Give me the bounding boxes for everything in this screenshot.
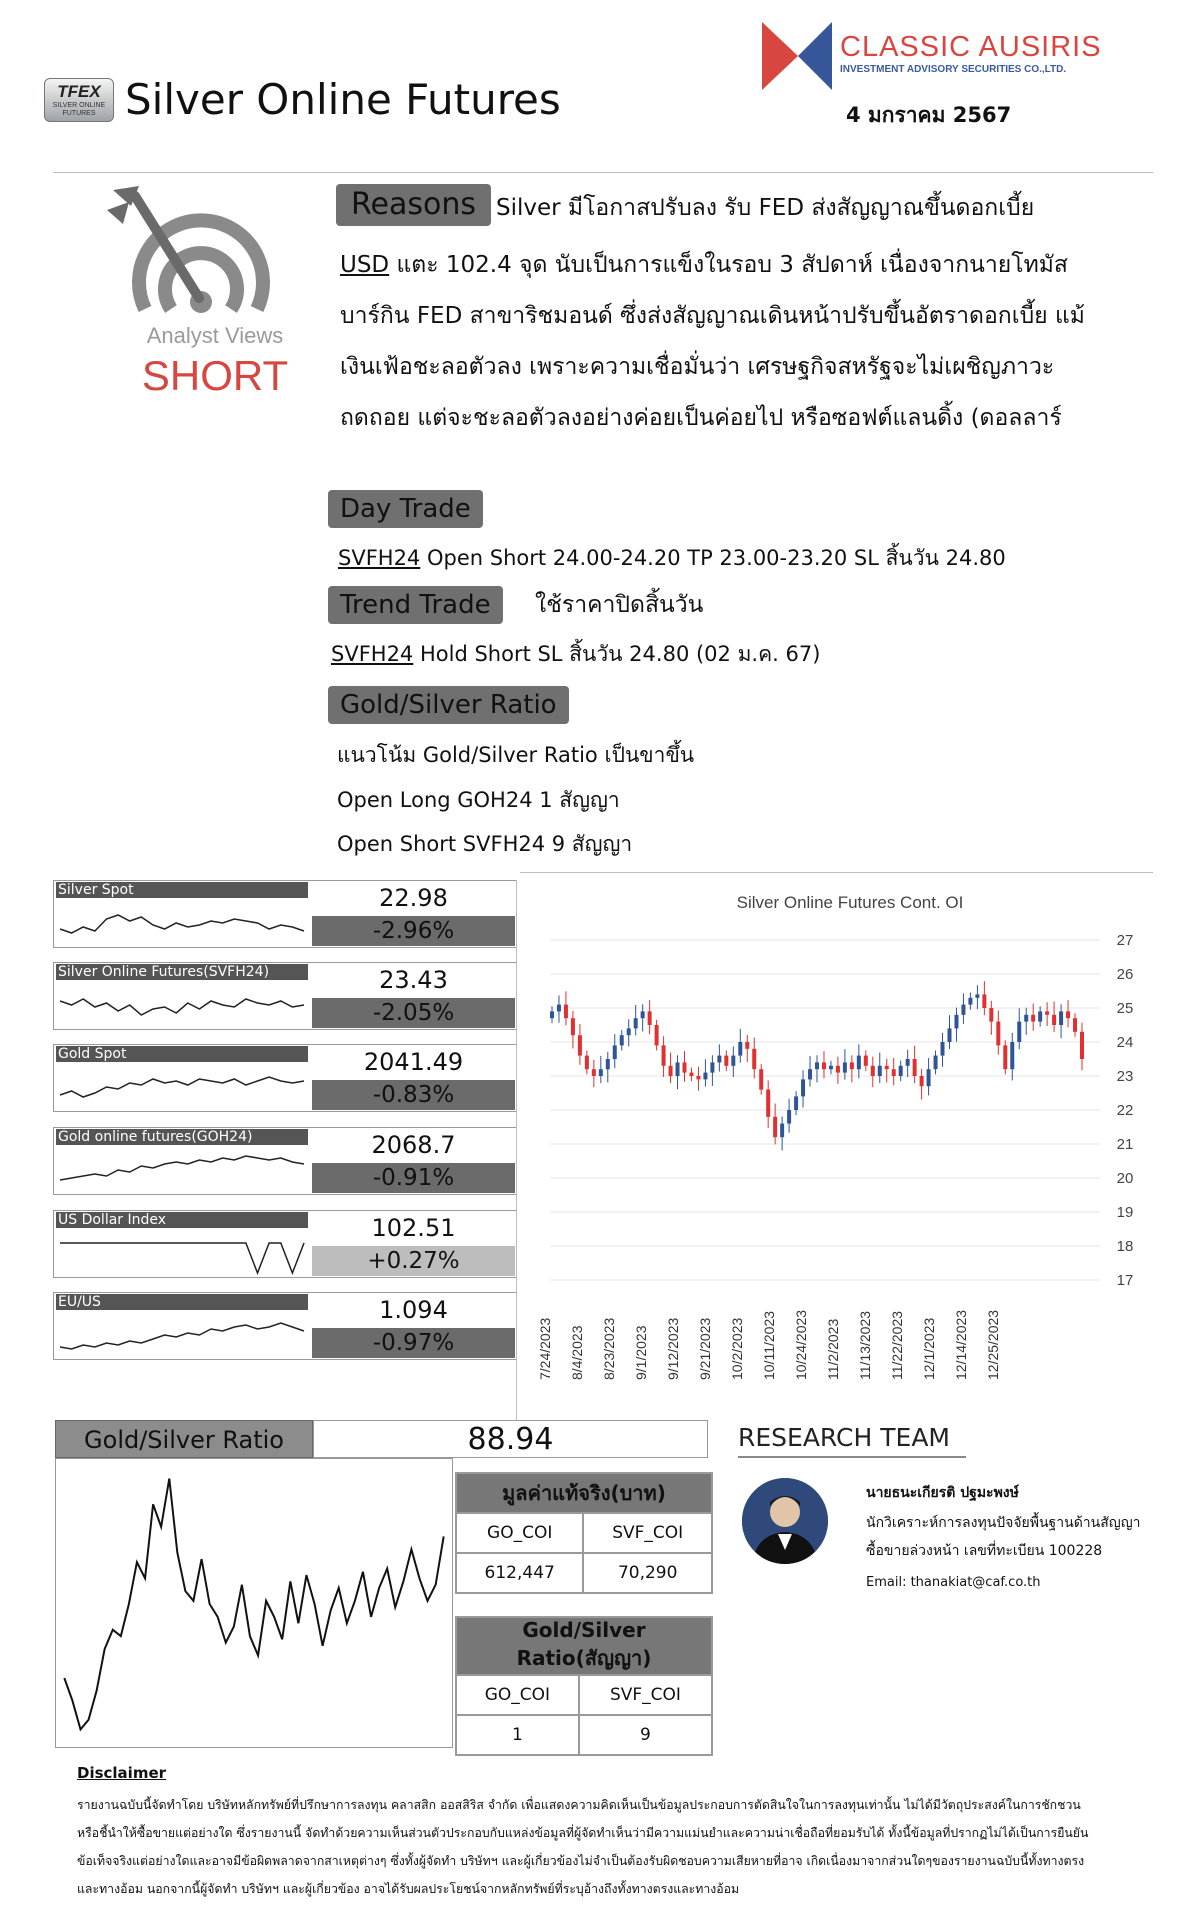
candle (585, 1051, 589, 1075)
y-tick-label: 17 (1116, 1272, 1134, 1289)
candle (759, 1064, 763, 1095)
candle (989, 1001, 993, 1035)
reasons-line-5: ถดถอย แต่จะชะลอตัวลงอย่างค่อยเป็นค่อยไป หรือซอฟต์แลนดิ้ง (ดอลลาร์ (340, 405, 1062, 431)
y-tick-label: 27 (1116, 932, 1134, 949)
reasons-line-1: Silver มีโอกาสปรับลง รับ FED ส่งสัญญาณขึ้นดอกเบี้ย (496, 195, 1035, 221)
candle (745, 1035, 749, 1062)
market-box-2 (53, 962, 517, 1030)
trend-trade-tag: Trend Trade (328, 586, 503, 624)
market-sparkline (56, 1063, 308, 1109)
x-tick-label: 12/25/2023 (985, 1309, 1001, 1380)
candle (913, 1046, 917, 1083)
usd-link-text: USD (340, 252, 390, 278)
x-tick-label: 9/21/2023 (697, 1317, 713, 1380)
candle (669, 1053, 673, 1084)
candle (1024, 1008, 1028, 1035)
market-sparkline (56, 1229, 308, 1275)
market-box-3 (53, 1044, 517, 1112)
market-sparkline (56, 1311, 308, 1357)
target-dart-icon (105, 184, 297, 322)
disclaimer-line-4: และทางอ้อม นอกจากนี้ผู้จัดทำ บริษัทฯ และผู้เกี่ยวข้อง อาจได้รับผลประโยชน์จากหลักทรัพย์ที่ระบุอ้างถึงทั้งทางตรงและทางอ้อม (77, 1882, 740, 1896)
candle (592, 1060, 596, 1087)
candle (613, 1034, 617, 1068)
candle (787, 1099, 791, 1133)
ratio-trend-text: แนวโน้ม Gold/Silver Ratio เป็นขาขึ้น (337, 743, 695, 767)
x-tick-label: 9/12/2023 (665, 1317, 681, 1380)
market-name: US Dollar Index (56, 1212, 308, 1228)
analyst-name: นายธนะเกียรติ ปฐมะพงษ์ (866, 1485, 1019, 1501)
ratio-open-long-text: Open Long GOH24 1 สัญญา (337, 788, 620, 812)
candle (752, 1038, 756, 1079)
header-divider (53, 172, 1153, 173)
candle (1003, 1040, 1007, 1074)
contract-v1: 1 (456, 1715, 579, 1755)
candle (550, 1006, 554, 1023)
real-value-v2: 70,290 (583, 1553, 712, 1593)
market-change: -0.83% (312, 1080, 515, 1110)
candle (606, 1052, 610, 1083)
candle (717, 1044, 721, 1071)
candle (968, 993, 972, 1010)
candle (871, 1057, 875, 1088)
x-tick-label: 11/22/2023 (889, 1310, 905, 1380)
candle (564, 991, 568, 1025)
reasons-line-3: บาร์กิน FED สาขาริชมอนด์ ซึ่งส่งสัญญาณเดินหน้าปรับขึ้นอัตราดอกเบี้ย แม้ (340, 303, 1085, 329)
candle (864, 1051, 868, 1071)
market-box-1 (53, 880, 517, 948)
candle (557, 995, 561, 1022)
candle (1017, 1008, 1021, 1049)
candle (703, 1059, 707, 1086)
real-value-v1: 612,447 (456, 1553, 583, 1593)
chart-x-axis (537, 1310, 1001, 1380)
market-name: EU/US (56, 1294, 308, 1310)
candle (676, 1055, 680, 1089)
market-box-5 (53, 1210, 517, 1278)
candle (794, 1091, 798, 1115)
reasons-line-4: เงินเฟ้อชะลอตัวลง เพราะความเชื่อมั่นว่า เศรษฐกิจสหรัฐจะไม่เผชิญภาวะ (340, 354, 1055, 380)
candle (766, 1080, 770, 1128)
x-tick-label: 8/4/2023 (569, 1325, 585, 1380)
candle (822, 1051, 826, 1078)
candle (1059, 1004, 1063, 1038)
real-value-col2: SVF_COI (583, 1513, 712, 1553)
research-team-title: RESEARCH TEAM (738, 1423, 950, 1452)
candle (683, 1051, 687, 1082)
candle (982, 981, 986, 1015)
x-tick-label: 11/13/2023 (857, 1310, 873, 1380)
report-date: 4 มกราคม 2567 (846, 103, 1012, 127)
candle (731, 1046, 735, 1077)
market-box-6 (53, 1292, 517, 1360)
candle (885, 1059, 889, 1083)
brand-subtitle: INVESTMENT ADVISORY SECURITIES CO.,LTD. (840, 64, 1067, 75)
market-value: 102.51 (371, 1214, 456, 1242)
candle (892, 1058, 896, 1085)
classic-ausiris-logo-icon (760, 20, 834, 92)
market-value: 22.98 (379, 884, 448, 912)
candle (843, 1049, 847, 1080)
candle (829, 1061, 833, 1075)
analyst-view-short: SHORT (141, 352, 289, 399)
day-trade-plan: SVFH24 Open Short 24.00-24.20 TP 23.00-23.20 SL สิ้นวัน 24.80 (338, 546, 1006, 570)
real-value-col1: GO_COI (456, 1513, 583, 1553)
contract-ratio-table (455, 1616, 713, 1756)
candle (655, 1020, 659, 1051)
analyst-role: นักวิเคราะห์การลงทุนปัจจัยพื้นฐานด้านสัญญา (866, 1515, 1141, 1531)
candle (906, 1050, 910, 1077)
candle (578, 1024, 582, 1065)
x-tick-label: 12/14/2023 (953, 1309, 969, 1380)
candle (808, 1056, 812, 1087)
x-tick-label: 9/1/2023 (633, 1325, 649, 1380)
y-tick-label: 26 (1116, 966, 1134, 983)
contract-v2: 9 (579, 1715, 712, 1755)
disclaimer-title: Disclaimer (77, 1764, 167, 1782)
y-tick-label: 25 (1116, 1000, 1134, 1017)
chart-gridlines (550, 940, 1100, 1280)
market-value: 2041.49 (363, 1048, 464, 1076)
analyst-views-label: Analyst Views (146, 323, 284, 348)
ratio-label: Gold/Silver Ratio (55, 1420, 313, 1458)
candle (1080, 1023, 1084, 1071)
candle (1066, 1000, 1070, 1027)
y-tick-label: 21 (1116, 1136, 1134, 1153)
chart-title: Silver Online Futures Cont. OI (736, 893, 964, 912)
reasons-line-2: USD แตะ 102.4 จุด นับเป็นการแข็งในรอบ 3 สัปดาห์ เนื่องจากนายโทมัส (340, 252, 1068, 278)
candle (948, 1015, 952, 1049)
x-tick-label: 7/24/2023 (537, 1317, 553, 1380)
y-tick-label: 19 (1116, 1204, 1134, 1221)
market-value: 1.094 (379, 1296, 448, 1324)
market-box-4 (53, 1127, 517, 1195)
x-tick-label: 10/2/2023 (729, 1317, 745, 1380)
market-value: 23.43 (379, 966, 448, 994)
ratio-line-chart (55, 1458, 453, 1748)
y-tick-label: 23 (1116, 1068, 1134, 1085)
candle (927, 1058, 931, 1095)
candle (850, 1055, 854, 1082)
market-name: Gold Spot (56, 1046, 308, 1062)
x-tick-label: 8/23/2023 (601, 1317, 617, 1380)
candle (975, 985, 979, 1009)
ratio-value: 88.94 (313, 1420, 708, 1458)
y-tick-label: 24 (1116, 1034, 1134, 1051)
candle (899, 1061, 903, 1081)
ratio-line (64, 1479, 443, 1730)
candle (941, 1033, 945, 1067)
candle (571, 1011, 575, 1048)
section-divider (520, 872, 1153, 873)
disclaimer-line-2: หรือชี้นำให้ซื้อขายแต่อย่างใด ซึ่งรายงานนี้ จัดทำด้วยความเห็นส่วนตัวประกอบกับแหล่งข้อมูลที่ผู้จัดทำเห็นว่ามีความแม่นยำและความน่าเชื่อถือที่ยอมรับได้ ทั้งนี้ข้อมูลที่ปรากฏไม่ได้เป็นการยืนยัน (77, 1826, 1089, 1840)
candle (1052, 1002, 1056, 1033)
silver-oi-chart (520, 880, 1160, 1420)
chart-y-axis (1117, 932, 1134, 1289)
analyst-avatar (742, 1478, 828, 1564)
analyst-email[interactable]: Email: thanakiat@caf.co.th (866, 1575, 1041, 1590)
candle (996, 1010, 1000, 1054)
candle (1038, 1006, 1042, 1026)
candle (710, 1055, 714, 1086)
day-trade-tag: Day Trade (328, 490, 483, 528)
candle (634, 1005, 638, 1036)
candle (857, 1044, 861, 1078)
candle (599, 1056, 603, 1083)
disclaimer-line-3: ข้อเท็จจริงแต่อย่างใดและอาจมีข้อผิดพลาดจากสาเหตุต่างๆ ซึ่งทั้งผู้จัดทำ บริษัทฯ และผู้เกี่ยวข้องไม่จำเป็นต้องรับผิดชอบความเสียหายที่อาจ เกิดเนื่องมาจากส่วนใดๆของรายงานฉบับนี้ทั้งทางตรง (77, 1854, 1085, 1868)
market-sparkline (56, 981, 308, 1027)
candle (780, 1116, 784, 1150)
market-change: -0.91% (312, 1163, 515, 1193)
brand-name: CLASSIC AUSIRIS (840, 31, 1102, 63)
ratio-open-short-text: Open Short SVFH24 9 สัญญา (337, 832, 633, 856)
market-name: Gold online futures(GOH24) (56, 1129, 308, 1145)
market-change: -2.05% (312, 998, 515, 1028)
trend-trade-note: ใช้ราคาปิดสิ้นวัน (535, 592, 704, 618)
y-tick-label: 20 (1116, 1170, 1134, 1187)
market-sparkline (56, 1146, 308, 1192)
market-sparkline (56, 899, 308, 945)
disclaimer-line-1: รายงานฉบับนี้จัดทำโดย บริษัทหลักทรัพย์ที่ปรึกษาการลงทุน คลาสสิก ออสสิริส จำกัด เพื่อแสดงความคิดเห็นเป็นข้อมูลประกอบการตัดสินใจในการลงทุนเท่านั้น ไม่ได้มีวัตถุประสงค์ในการชักชวน (77, 1798, 1081, 1812)
contract-col2: SVF_COI (579, 1675, 712, 1715)
candle (648, 1000, 652, 1034)
tfex-silver-logo: TFEX SILVER ONLINE FUTURES (44, 78, 114, 122)
candle (954, 1008, 958, 1042)
y-tick-label: 22 (1116, 1102, 1134, 1119)
candle (1010, 1033, 1014, 1081)
page-title: Silver Online Futures (125, 75, 561, 124)
candle (1045, 1002, 1049, 1026)
candle (836, 1057, 840, 1084)
trend-trade-plan: SVFH24 Hold Short SL สิ้นวัน 24.80 (02 ม.ค. 67) (331, 642, 821, 666)
candle (689, 1068, 693, 1082)
gold-silver-ratio-tag: Gold/Silver Ratio (328, 686, 569, 724)
market-name: Silver Spot (56, 882, 308, 898)
contract-ratio-title: Gold/Silver Ratio(สัญญา) (456, 1617, 712, 1675)
reasons-tag: Reasons (336, 184, 491, 226)
x-tick-label: 11/2/2023 (825, 1318, 841, 1380)
candle (738, 1029, 742, 1063)
x-tick-label: 12/1/2023 (921, 1317, 937, 1380)
candle (696, 1067, 700, 1091)
candle (724, 1051, 728, 1071)
candle (961, 993, 965, 1024)
real-value-table (455, 1472, 713, 1594)
candle (815, 1055, 819, 1082)
y-tick-label: 18 (1116, 1238, 1134, 1255)
candle (1073, 1013, 1077, 1037)
market-value: 2068.7 (371, 1131, 456, 1159)
contract-col1: GO_COI (456, 1675, 579, 1715)
panel-divider (516, 880, 517, 1420)
candle (620, 1030, 624, 1050)
market-change: +0.27% (312, 1246, 515, 1276)
real-value-title: มูลค่าแท้จริง(บาท) (456, 1473, 712, 1513)
candle (920, 1069, 924, 1100)
analyst-license: ซื้อขายล่วงหน้า เลขที่ทะเบียน 100228 (866, 1543, 1103, 1559)
chart-candles (550, 981, 1084, 1150)
x-tick-label: 10/24/2023 (793, 1309, 809, 1380)
candle (934, 1051, 938, 1075)
candle (878, 1053, 882, 1084)
x-tick-label: 10/11/2023 (761, 1310, 777, 1380)
research-underline (738, 1456, 966, 1458)
market-change: -2.96% (312, 916, 515, 946)
market-change: -0.97% (312, 1328, 515, 1358)
market-name: Silver Online Futures(SVFH24) (56, 964, 308, 980)
